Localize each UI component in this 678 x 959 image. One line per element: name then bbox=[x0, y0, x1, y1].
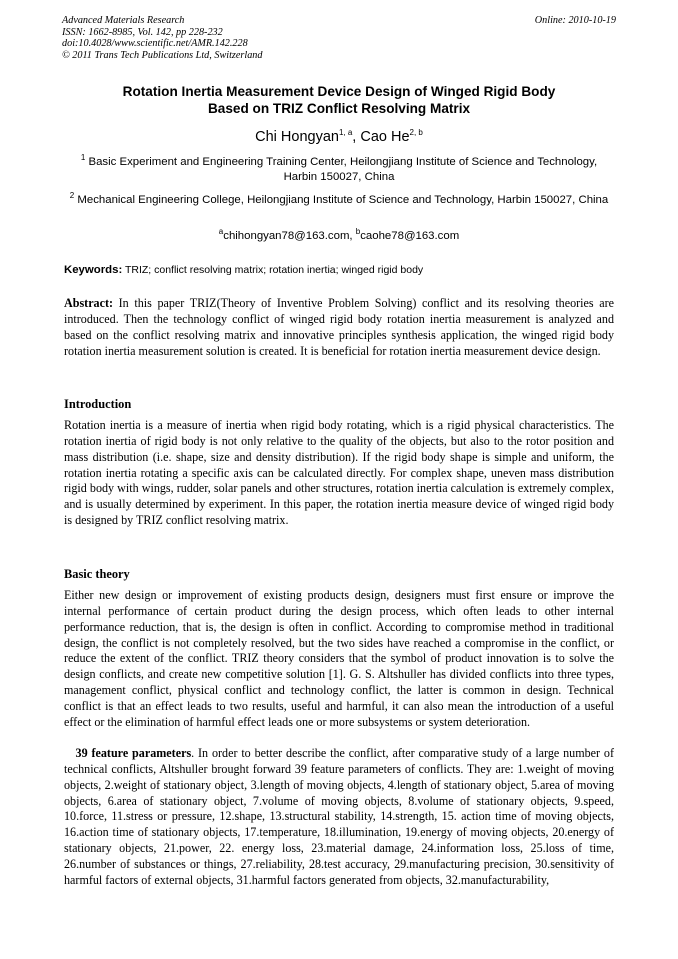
online-date-text: Online: 2010-10-19 bbox=[534, 15, 616, 26]
email-superscript: a bbox=[218, 227, 224, 237]
journal-name: Advanced Materials Research bbox=[62, 15, 185, 26]
paragraph-lead: 39 feature parameters bbox=[75, 746, 192, 760]
basic-theory-paragraph-1: Either new design or improvement of existing products design, designers must first ensure or improve the internal performance of certain product during the design process, which often leads to other internal performance reduction, that is, the design is often in conflict. According to compromise method in traditional design, the conflict is not completely resolved, but the two sides have reached a compromise in the conflict, or reduce the extent of the conflict. TRIZ theory considers that the symbol of product innovation is to solve the design conflicts, and create new competitive solution [1]. G. S. Altshuller has divided conflicts into three types, management conflict, physical conflict and technology conflict, the latter is common in design. Technical conflict is that an effect leads to two results, useful and harmful, it can also mean the introduction of a useful effect or the elimination of harmful effect leads one or more subsystems or system deterioration. bbox=[64, 588, 614, 729]
email-link[interactable]: caohe78@163.com bbox=[360, 230, 460, 242]
section-heading-introduction: Introduction bbox=[64, 397, 132, 411]
online-date bbox=[535, 15, 616, 27]
affiliation-2 bbox=[64, 193, 614, 208]
journal-doi[interactable]: doi:10.4028/www.scientific.net/AMR.142.228 bbox=[62, 38, 248, 50]
keywords-label: Keywords: bbox=[64, 264, 123, 276]
author-name: Chi Hongyan bbox=[255, 129, 339, 145]
keywords bbox=[64, 263, 614, 277]
keywords-text: TRIZ; conflict resolving matrix; rotation inertia; winged rigid body bbox=[122, 264, 424, 276]
affiliation-number: 1 bbox=[80, 153, 86, 163]
email-superscript: b bbox=[355, 227, 361, 237]
author-name: Cao He bbox=[360, 129, 410, 145]
abstract-label: Abstract: bbox=[64, 296, 114, 310]
affiliation-text: Mechanical Engineering College, Heilongjiang Institute of Science and Technology, Harbin 150027, China bbox=[77, 194, 609, 206]
introduction-paragraph: Rotation inertia is a measure of inertia when rigid body rotating, which is a rigid physical characteristics. The rotation inertia of rigid body is not only relative to the quality of the objects, but also to the rotor position and mass distribution (i.e. shape, size and density distribution). If the rigid body shape is simple and uniform, the rotation inertia rotating a specific axis can be calculated directly. For complex shape, uneven mass distribution rigid body with wings, rudder, solar panels and other structures, rotation inertia calculation is extremely complex, and is usually determined by experiment. In this paper, the rotation inertia measure device of winged rigid body is designed by TRIZ conflict resolving matrix. bbox=[64, 418, 614, 528]
title-line-2: Based on TRIZ Conflict Resolving Matrix bbox=[207, 101, 471, 116]
author-separator: , bbox=[352, 129, 361, 145]
affiliation-1 bbox=[64, 155, 614, 185]
journal-issn: ISSN: 1662-8985, Vol. 142, pp 228-232 bbox=[62, 26, 223, 38]
section-heading-basic-theory: Basic theory bbox=[64, 567, 130, 581]
basic-theory-paragraph-2 bbox=[64, 746, 614, 889]
affiliation-text: Basic Experiment and Engineering Training Center, Heilongjiang Institute of Science and Technology, Harbin 150027, China bbox=[88, 156, 598, 183]
paragraph-text: . In order to better describe the conflict, after comparative study of a large number of technical conflicts, Altshuller brought forward 39 feature parameters of conflicts. They are: 1.weight of moving objects, 2.weight of stationary object, 3.length of moving objects, 4.length of stationary object, 5.area of moving objects, 6.area of stationary object, 7.volume of moving objects, 8.volume of stationary objects, 9.speed, 10.force, 11.stress or pressure, 12.shape, 13.structural stability, 14.strength, 15. action time of moving objects, 16.action time of stationary objects, 17.temperature, 18.illumination, 19.energy of moving objects, 20.energy of stationary objects, 21.power, 22. energy loss, 23.material damage, 24.information loss, 25.loss of time, 26.number of substances or things, 27.reliability, 28.test accuracy, 29.manufacturing precision, 30.sensitivity of harmful factors of external objects, 31.harmful factors generated from objects, 32.manufacturability, bbox=[64, 746, 614, 887]
affiliation-number: 2 bbox=[69, 191, 75, 201]
author-emails bbox=[64, 229, 614, 244]
paper-title bbox=[64, 83, 614, 117]
author-superscript: 2, b bbox=[409, 128, 423, 138]
journal-copyright: © 2011 Trans Tech Publications Ltd, Switzerland bbox=[62, 49, 263, 61]
author-list bbox=[64, 128, 614, 146]
abstract-text: In this paper TRIZ(Theory of Inventive Problem Solving) conflict and its resolving theories are introduced. Then the technology conflict of winged rigid body rotation inertia measurement is analyzed and based on the conflict resolving matrix and innovative principles synthesis application, the winged rigid body rotation inertia measurement solution is created. It is beneficial for rotation inertia measurement device design. bbox=[64, 296, 614, 358]
author-superscript: 1, a bbox=[338, 128, 353, 138]
journal-header bbox=[62, 15, 262, 61]
abstract bbox=[64, 296, 614, 359]
email-link[interactable]: chihongyan78@163.com, bbox=[223, 230, 356, 242]
title-line-1: Rotation Inertia Measurement Device Design of Winged Rigid Body bbox=[122, 84, 556, 99]
